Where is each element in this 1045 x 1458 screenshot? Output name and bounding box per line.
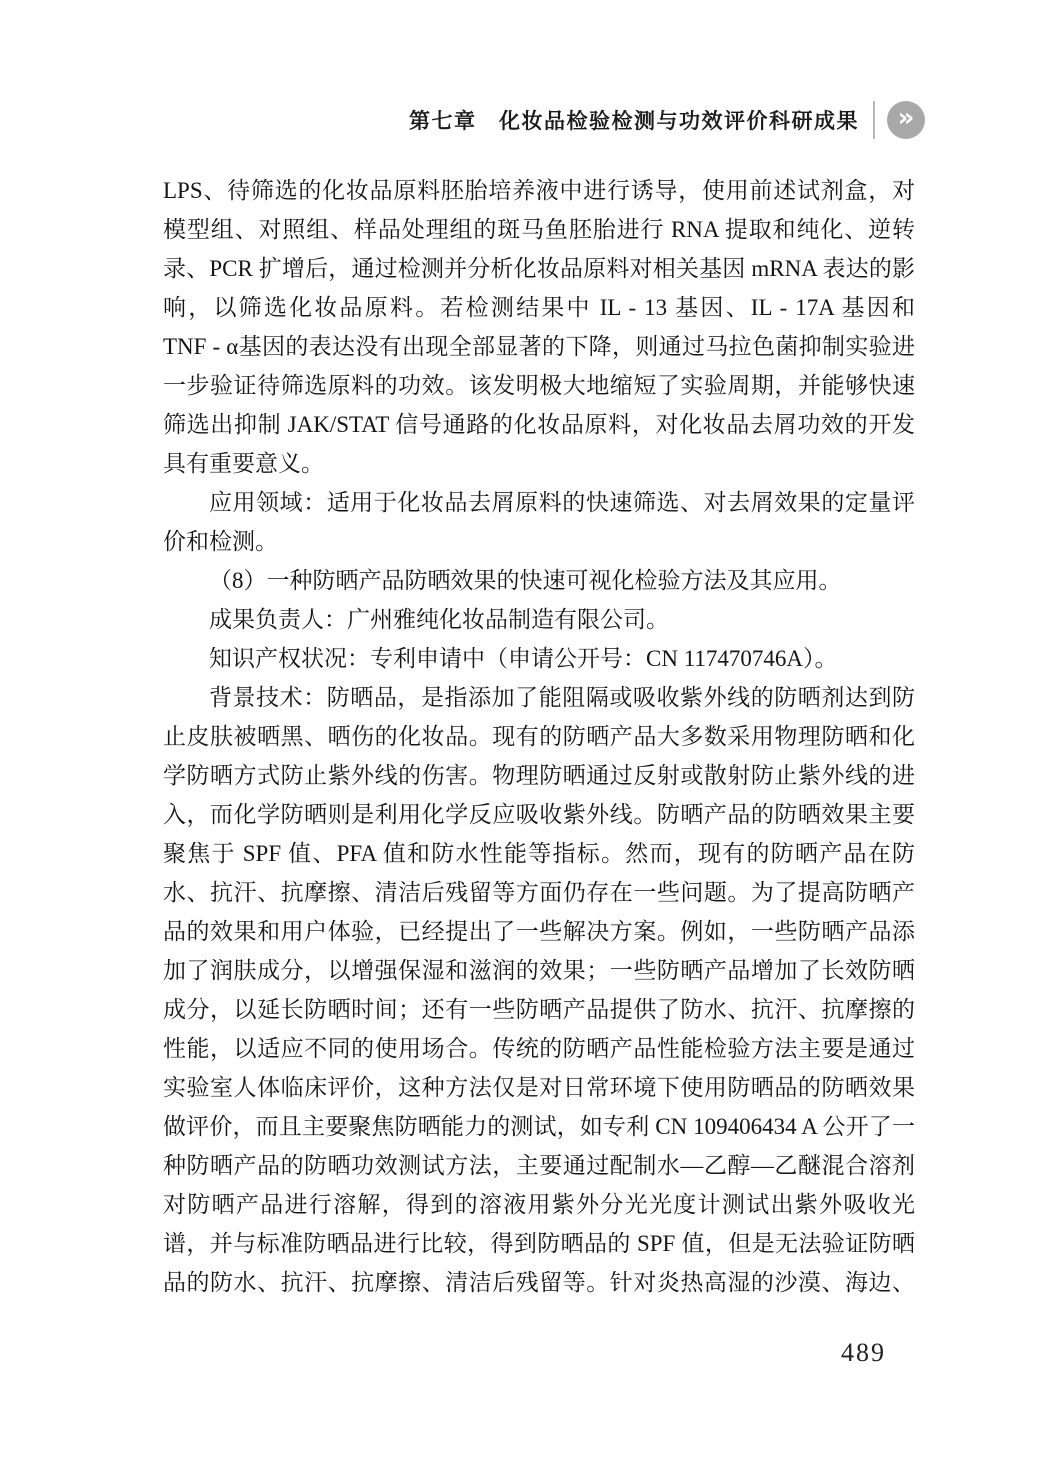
text-line: 入，而化学防晒则是利用化学反应吸收紫外线。防晒产品的防晒效果主要 — [163, 802, 915, 827]
text-line: 模型组、对照组、样品处理组的斑马鱼胚胎进行 RNA 提取和纯化、逆转 — [163, 217, 915, 242]
page-number: 489 — [841, 1338, 886, 1367]
text-line: 性能，以适应不同的使用场合。传统的防晒产品性能检验方法主要是通过 — [163, 1036, 915, 1061]
text-line: 学防晒方式防止紫外线的伤害。物理防晒通过反射或散射防止紫外线的进 — [163, 763, 915, 788]
text-line: 背景技术：防晒品，是指添加了能阻隔或吸收紫外线的防晒剂达到防 — [209, 685, 915, 710]
text-line: 录、PCR 扩增后，通过检测并分析化妆品原料对相关基因 mRNA 表达的影 — [163, 256, 915, 281]
text-line: 加了润肤成分，以增强保湿和滋润的效果；一些防晒产品增加了长效防晒 — [163, 958, 915, 983]
text-line: 筛选出抑制 JAK/STAT 信号通路的化妆品原料，对化妆品去屑功效的开发 — [163, 412, 915, 437]
text-line: 成果负责人：广州雅纯化妆品制造有限公司。 — [209, 607, 669, 632]
text-line: 价和检测。 — [163, 529, 278, 554]
text-line: 水、抗汗、抗摩擦、清洁后残留等方面仍存在一些问题。为了提高防晒产 — [163, 880, 915, 905]
text-line: 成分，以延长防晒时间；还有一些防晒产品提供了防水、抗汗、抗摩擦的 — [163, 997, 915, 1022]
text-line: 实验室人体临床评价，这种方法仅是对日常环境下使用防晒品的防晒效果 — [163, 1075, 915, 1100]
text-line: 种防晒产品的防晒功效测试方法，主要通过配制水—乙醇—乙醚混合溶剂 — [163, 1153, 915, 1178]
text-line: 止皮肤被晒黑、晒伤的化妆品。现有的防晒产品大多数采用物理防晒和化 — [163, 724, 915, 749]
text-line: 品的防水、抗汗、抗摩擦、清洁后残留等。针对炎热高湿的沙漠、海边、 — [163, 1270, 915, 1295]
running-head — [409, 101, 925, 139]
text-line: 响，以筛选化妆品原料。若检测结果中 IL - 13 基因、IL - 17A 基因和 — [163, 295, 915, 320]
text-line: 知识产权状况：专利申请中（申请公开号：CN 117470746A）。 — [209, 646, 838, 671]
chapter-title: 第七章 化妆品检验检测与功效评价科研成果 — [409, 110, 859, 133]
text-line: 应用领域：适用于化妆品去屑原料的快速筛选、对去屑效果的定量评 — [209, 490, 915, 515]
text-line: LPS、待筛选的化妆品原料胚胎培养液中进行诱导，使用前述试剂盒，对 — [163, 178, 915, 203]
text-line: 一步验证待筛选原料的功效。该发明极大地缩短了实验周期，并能够快速 — [163, 373, 915, 398]
text-line: 聚焦于 SPF 值、PFA 值和防水性能等指标。然而，现有的防晒产品在防 — [163, 841, 915, 866]
body-text — [163, 171, 915, 1302]
double-chevron-icon: » — [887, 101, 925, 139]
text-line: 对防晒产品进行溶解，得到的溶液用紫外分光光度计测试出紫外吸收光 — [163, 1192, 915, 1217]
text-line: （8）一种防晒产品防晒效果的快速可视化检验方法及其应用。 — [209, 568, 842, 593]
text-line: TNF - α基因的表达没有出现全部显著的下降，则通过马拉色菌抑制实验进 — [163, 334, 915, 359]
header-divider — [873, 101, 875, 139]
text-line: 做评价，而且主要聚焦防晒能力的测试，如专利 CN 109406434 A 公开了一 — [163, 1114, 915, 1139]
text-line: 具有重要意义。 — [163, 451, 324, 476]
text-line: 谱，并与标准防晒品进行比较，得到防晒品的 SPF 值，但是无法验证防晒 — [163, 1231, 915, 1256]
text-line: 品的效果和用户体验，已经提出了一些解决方案。例如，一些防晒产品添 — [163, 919, 915, 944]
